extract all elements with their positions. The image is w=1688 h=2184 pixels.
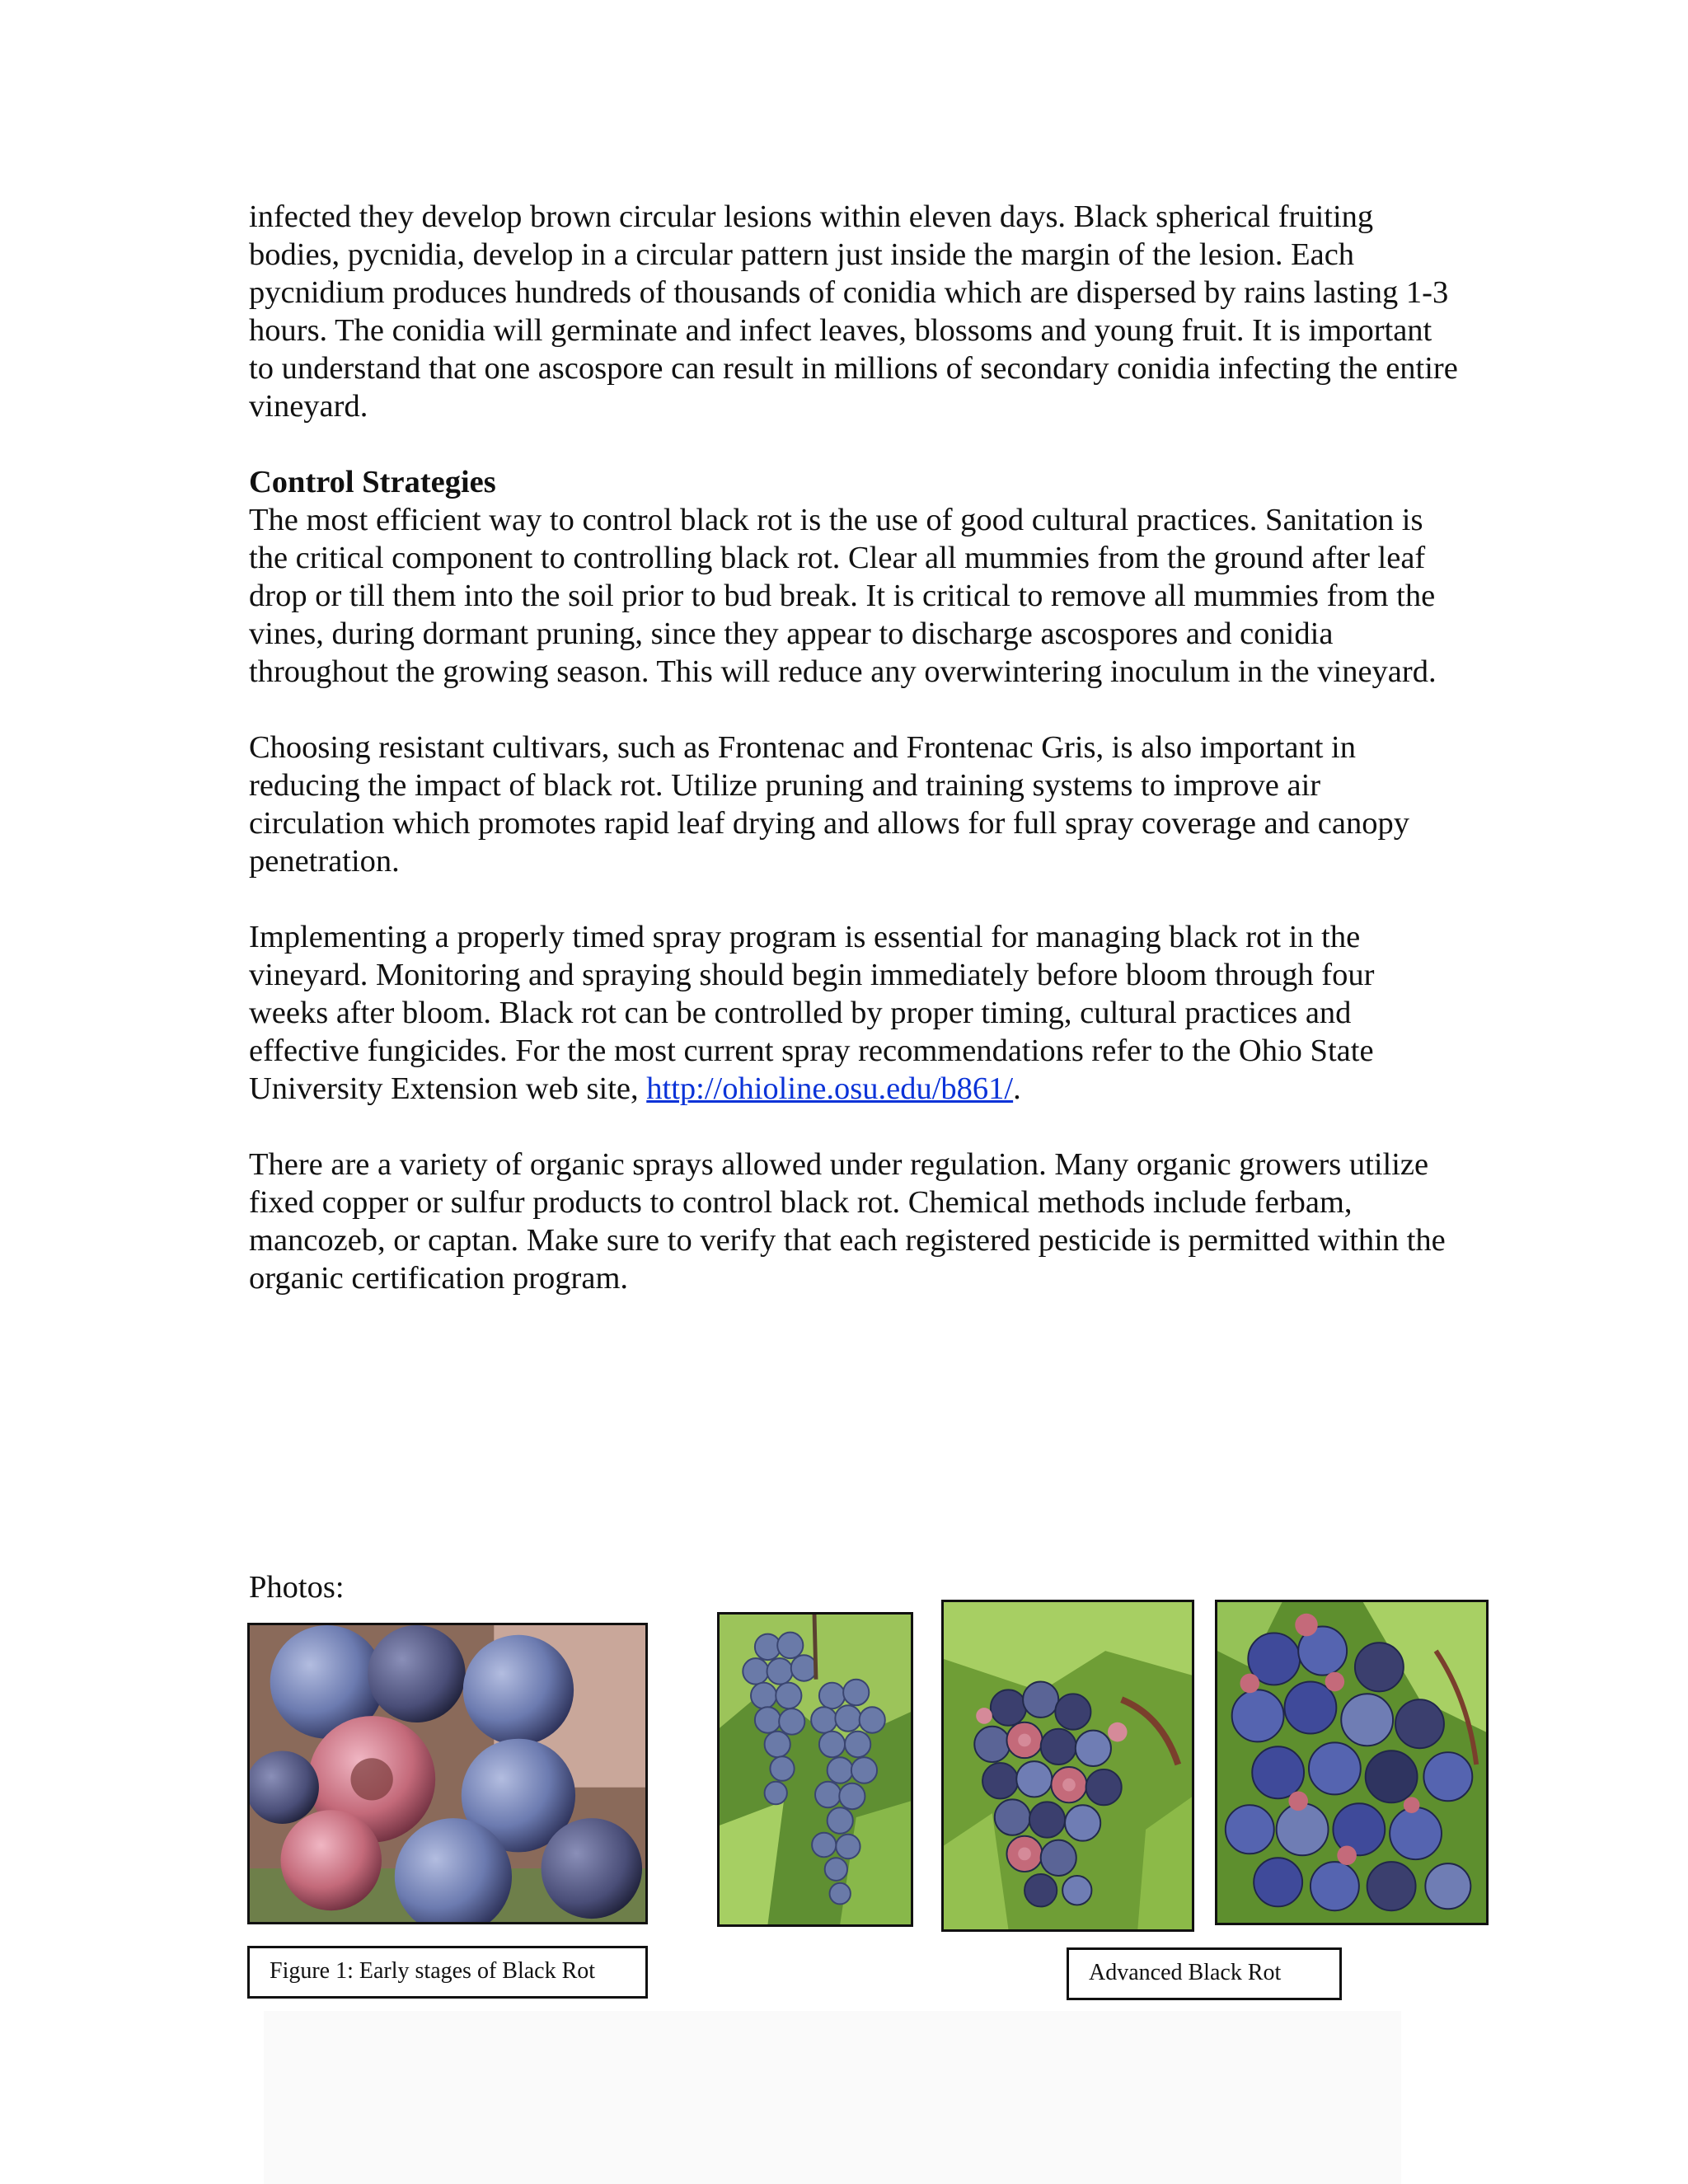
grape-cluster-image [720,1615,911,1924]
photo-grape-cluster [717,1612,913,1927]
page-shadow [264,2011,1401,2184]
advanced-rot-image-2 [1217,1602,1486,1923]
paragraph-spray-program [249,918,1461,1108]
section-heading: Control Strategies [249,465,496,499]
early-rot-image [250,1625,645,1922]
control-strategies-section [249,463,1461,691]
photo-early-black-rot [247,1623,648,1924]
spray-program-text: Implementing a properly timed spray program is essential for managing black rot in the vineyard. Monitoring and spraying should begin immediately before bloom through four weeks after bloom. Black rot can be controlled by proper timing, cultural practices and effective fungicides. For the most current spray recommendations refer to the Ohio State University Extension web site, [249,920,1375,1106]
osu-extension-link[interactable]: http://ohioline.osu.edu/b861/ [646,1071,1014,1106]
photo-advanced-black-rot-1 [941,1600,1194,1932]
photo-advanced-black-rot-2 [1215,1600,1489,1925]
caption-advanced-black-rot: Advanced Black Rot [1067,1947,1342,2000]
photos-label: Photos: [249,1570,345,1605]
paragraph-infection: infected they develop brown circular lesions within eleven days. Black spherical fruiting bodies, pycnidia, develop in a circular pattern just inside the margin of the lesion. Each pycnidium produces hundreds of thousands of conidia which are dispersed by rains lasting 1-3 hours. The conidia will germinate and infect leaves, blossoms and young fruit. It is important to understand that one ascospore can result in millions of secondary conidia infecting the entire vineyard. [249,199,1458,424]
document-body [249,198,1461,1335]
paragraph-cultivars: Choosing resistant cultivars, such as Frontenac and Frontenac Gris, is also important in reducing the impact of black rot. Utilize pruning and training systems to improve air circulation which promotes rapid leaf drying and allows for full spray coverage and canopy penetration. [249,730,1409,879]
advanced-rot-image-1 [944,1602,1192,1929]
paragraph-organic-sprays: There are a variety of organic sprays allowed under regulation. Many organic growers utilize fixed copper or sulfur products to control black rot. Chemical methods include ferbam, mancozeb, or captan. Make sure to verify that each registered pesticide is permitted within the organic certification program. [249,1147,1446,1296]
caption-early-black-rot: Figure 1: Early stages of Black Rot [247,1946,648,1999]
paragraph-sanitation: The most efficient way to control black rot is the use of good cultural practices. Sanitation is the critical component to controlling black rot. Clear all mummies from the ground after leaf drop or till them into the soil prior to bud break. It is critical to remove all mummies from the vines, during dormant pruning, since they appear to discharge ascospores and conidia throughout the growing season. This will reduce any overwintering inoculum in the vineyard. [249,503,1437,689]
spray-program-period: . [1013,1071,1021,1106]
